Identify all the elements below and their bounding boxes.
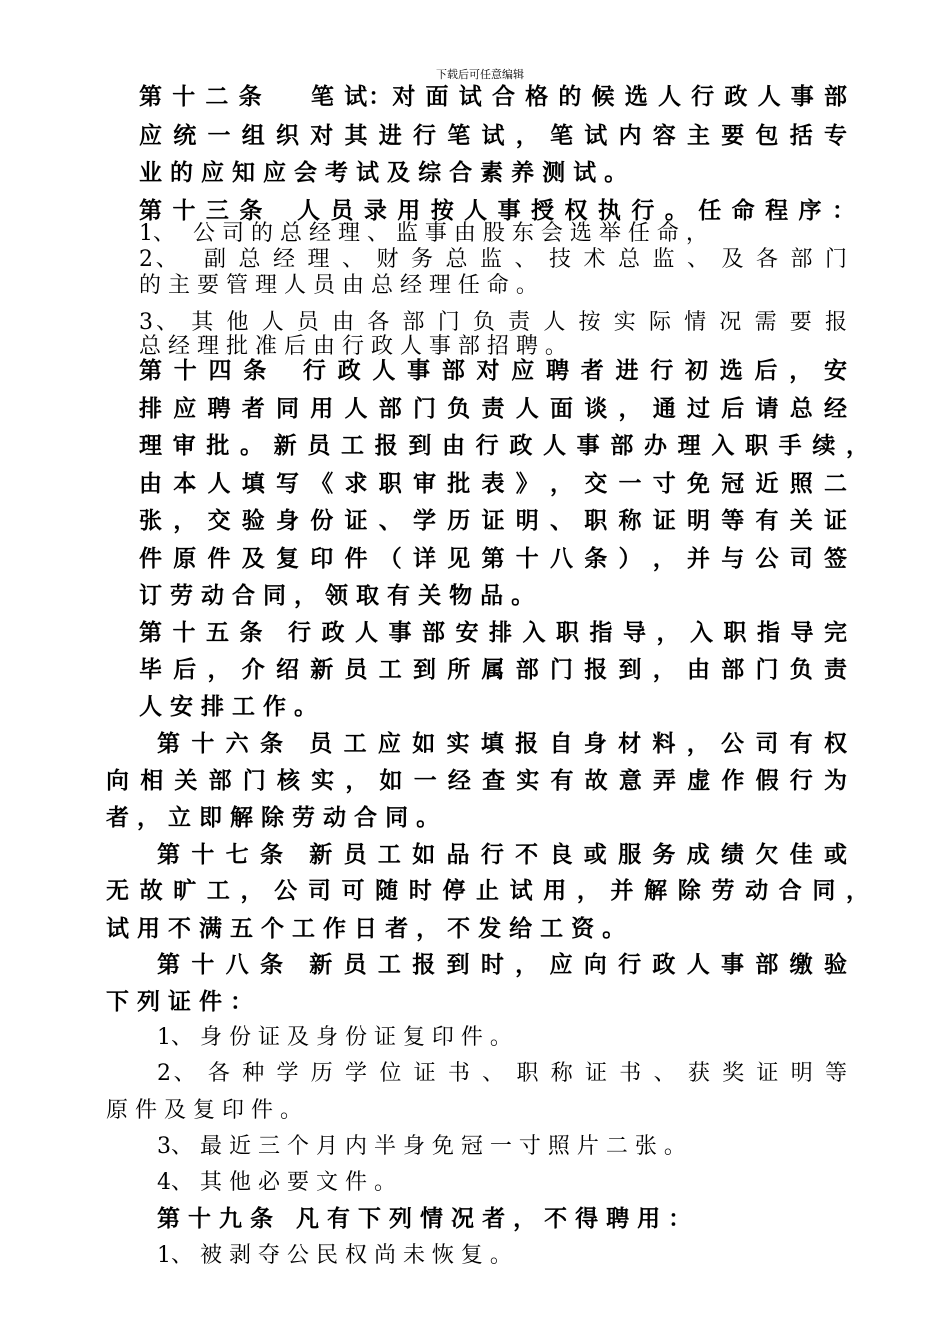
line: 1、 身 份 证 及 身 份 证 复 印 件 。 [157, 1025, 512, 1050]
line: 第 十 三 条 人 员 录 用 按 人 事 授 权 执 行 。 任 命 程 序 ： [139, 198, 855, 224]
line: 件 原 件 及 复 印 件 （ 详 见 第 十 八 条 ） ， 并 与 公 司 签 [139, 546, 847, 572]
line: 第 十 七 条 新 员 工 如 品 行 不 良 或 服 务 成 绩 欠 佳 或 [157, 842, 847, 868]
line: 的 主 要 管 理 人 员 由 总 经 理 任 命 。 [139, 273, 538, 298]
line: 原 件 及 复 印 件 。 [106, 1098, 302, 1123]
line: 理 审 批 。 新 员 工 报 到 由 行 政 人 事 部 办 理 入 职 手 续 ， [139, 433, 869, 459]
line: 向 相 关 部 门 核 实 ， 如 一 经 查 实 有 故 意 弄 虚 作 假 行 为 [106, 768, 847, 794]
line: 应 统 一 组 织 对 其 进 行 笔 试 ， 笔 试 内 容 主 要 包 括 专 [139, 123, 847, 149]
page-header-note: 下载后可任意编辑 [436, 68, 524, 81]
line: 3、 其 他 人 员 由 各 部 门 负 责 人 按 实 际 情 况 需 要 报 [139, 310, 847, 335]
line: 者 ， 立 即 解 除 劳 动 合 同 。 [106, 805, 440, 831]
line: 第 十 二 条 笔 试：对 面 试 合 格 的 候 选 人 行 政 人 事 部 [139, 84, 847, 110]
line: 2、 各 种 学 历 学 位 证 书 、 职 称 证 书 、 获 奖 证 明 等 [157, 1061, 847, 1086]
line: 第 十 九 条 凡 有 下 列 情 况 者 ， 不 得 聘 用 ： [157, 1206, 692, 1232]
line: 订 劳 动 合 同 ， 领 取 有 关 物 品 。 [139, 583, 535, 609]
line: 第 十 六 条 员 工 应 如 实 填 报 自 身 材 料 ， 公 司 有 权 [157, 731, 847, 757]
line: 4、 其 他 必 要 文 件 。 [157, 1170, 396, 1195]
line: 试 用 不 满 五 个 工 作 日 者 ， 不 发 给 工 资 。 [106, 916, 626, 942]
line: 第 十 四 条 行 政 人 事 部 对 应 聘 者 进 行 初 选 后 ， 安 [139, 358, 847, 384]
line: 人 安 排 工 作 。 [139, 694, 318, 720]
line: 第 十 五 条 行 政 人 事 部 安 排 入 职 指 导 ， 入 职 指 导 完 [139, 620, 847, 646]
line: 下 列 证 件 ： [106, 989, 254, 1015]
line: 1、 被 剥 夺 公 民 权 尚 未 恢 复 。 [157, 1243, 512, 1268]
line: 张 ， 交 验 身 份 证 、 学 历 证 明 、 职 称 证 明 等 有 关 证 [139, 508, 847, 534]
line: 2、 副 总 经 理 、 财 务 总 监 、 技 术 总 监 、 及 各 部 门 [139, 247, 847, 272]
line: 无 故 旷 工 ， 公 司 可 随 时 停 止 试 用 ， 并 解 除 劳 动 合 同 ， [106, 878, 869, 904]
line: 由 本 人 填 写 《 求 职 审 批 表 》 ， 交 一 寸 免 冠 近 照 二 [139, 471, 847, 497]
line: 第 十 八 条 新 员 工 报 到 时 ， 应 向 行 政 人 事 部 缴 验 [157, 952, 847, 978]
line: 总 经 理 批 准 后 由 行 政 人 事 部 招 聘 。 [139, 334, 567, 359]
line: 业 的 应 知 应 会 考 试 及 综 合 素 养 测 试 。 [139, 160, 628, 186]
line: 排 应 聘 者 同 用 人 部 门 负 责 人 面 谈 ， 通 过 后 请 总 经 [139, 396, 847, 422]
line: 1、 公 司 的 总 经 理 、 监 事 由 股 东 会 选 举 任 命 ， [139, 221, 708, 246]
line: 3、 最 近 三 个 月 内 半 身 免 冠 一 寸 照 片 二 张 。 [157, 1134, 686, 1159]
line: 毕 后 ， 介 绍 新 员 工 到 所 属 部 门 报 到 ， 由 部 门 负 责 [139, 657, 847, 683]
